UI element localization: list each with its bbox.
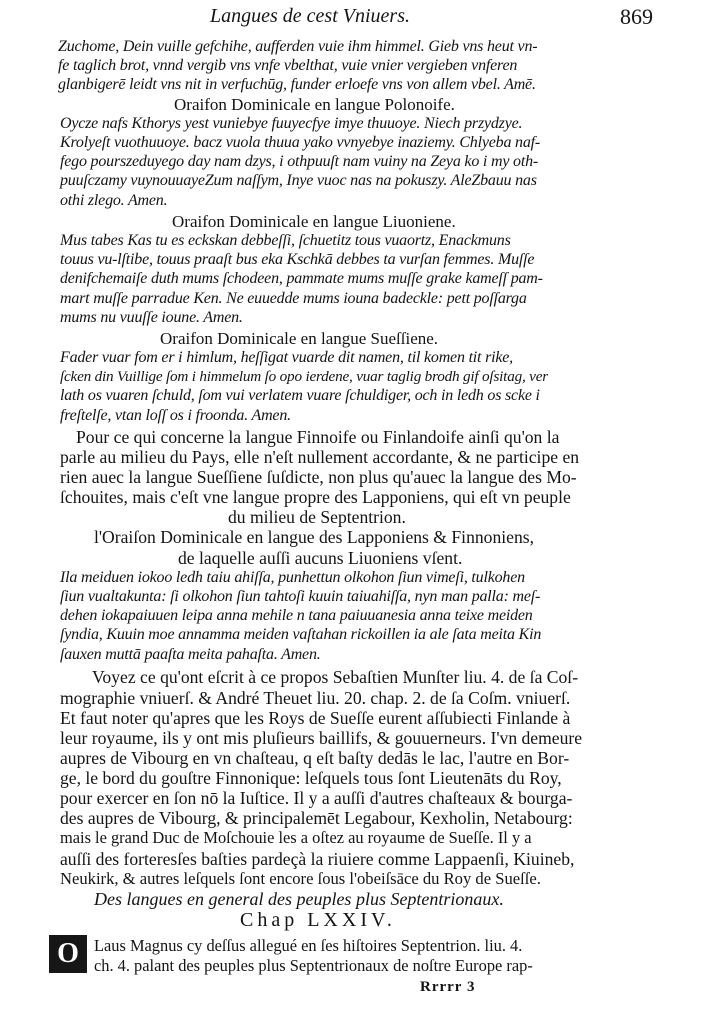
signature-mark: Rrrrr 3: [420, 979, 476, 995]
text-line: mums nu vuuſſe ioune. Amen.: [60, 309, 243, 326]
text-line: leur royaume, ils y ont mis pluſieurs baillifs, & gouuerneurs. I'vn demeure: [60, 728, 583, 748]
text-line: Ila meiduen iokoo ledh taiu ahiſſa, punhettun olkohon ſiun vimeſi, tulkohen: [60, 569, 525, 586]
text-line: ch. 4. palant des peuples plus Septentrionaux de noſtre Europe rap-: [94, 956, 533, 975]
text-line: dehen iokapaiuuen leipa anna mehile n tana paiuuanesia anna teixe meiden: [60, 607, 533, 624]
text-line: lath os vuaren ſchuld, ſom vui verlatem vuare ſchuldiger, och in ledh os scke i: [60, 387, 540, 404]
page-number: 869: [620, 4, 653, 29]
text-line: mais le grand Duc de Moſchouie les a oſtez au royaume de Sueſſe. Il y a: [60, 828, 532, 847]
heading-swedish: Oraifon Dominicale en langue Sueſſiene.: [160, 329, 439, 348]
text-line: Zuchome, Dein vuille gefchihe, aufferden vuie ihm himmel. Gieb vns heut vn-: [58, 38, 538, 55]
drop-cap-letter: O: [57, 938, 79, 969]
text-line: Pour ce qui concerne la langue Finnoife ou Finlandoife ainſi qu'on la: [76, 427, 560, 447]
text-line: Neukirk, & autres leſquels ſont encore ſous l'obeiſsāce du Roy de Sueſſe.: [60, 869, 541, 888]
text-line: glanbigerē leidt vns nit in verfuchūg, funder erloefe vns von allem vbel. Amē.: [58, 76, 536, 93]
text-line: Voyez ce qu'ont eſcrit à ce propos Sebaſtien Munſter liu. 4. de ſa Coſ-: [92, 667, 579, 687]
text-line: parle au milieu du Pays, elle n'eſt nullement accordante, & ne participe en: [60, 447, 580, 467]
text-line: Mus tabes Kas tu es eckskan debbeſſi, ſchuetitz tous vuaortz, Enackmuns: [60, 232, 511, 249]
text-line: du milieu de Septentrion.: [228, 507, 406, 527]
text-line: touus vu-lſtibe, touus praaſt bus eka Kschkā debbes ta vurſan femmes. Muſſe: [60, 251, 535, 268]
heading-polish: Oraifon Dominicale en langue Polonoife.: [174, 95, 455, 114]
text-line: Fader vuar fom er i himlum, heſſigat vuarde dit namen, til komen tit rike,: [60, 349, 513, 366]
heading-lappish: l'Oraiſon Dominicale en langue des Lapponiens & Finnoniens,: [94, 527, 534, 547]
text-line: ge, le bord du gouſtre Finnonique: leſquels tous ſont Lieutenāts du Roy,: [60, 768, 562, 788]
text-line: aupres de Vibourg en vn chaſteau, q eſt baſty dedās le lac, l'autre en Bor-: [60, 748, 570, 768]
heading-lappish-sub: de laquelle auſſi aucuns Liuoniens vſent.: [178, 548, 463, 568]
text-line: des aupres de Vibourg, & principalemēt Legabour, Kexholin, Netabourg:: [60, 808, 573, 828]
text-line: ſauxen muttā paaſta meita pahaſta. Amen.: [60, 646, 321, 663]
text-line: Krolyeſt vuothuuoye. bacz vuola thuua yako vvnyebye inaziemy. Chlyeba naf-: [60, 134, 541, 151]
text-line: fego pourszeduyego day nam dzys, i othpuuſt nam vuiny na Zeya ko i my oth-: [60, 153, 539, 170]
text-line: Oycze nafs Kthorys yest vuniebye fuuyecfye imye thuuoye. Niech przydzye.: [60, 115, 523, 132]
text-line: ſyndia, Kuuin moe annamma meiden vaſtahan rickoillen ia ale ſata meita Kin: [60, 626, 542, 643]
section-title: Des langues en general des peuples plus Septentrionaux.: [94, 889, 504, 909]
text-line: othi zlego. Amen.: [60, 192, 168, 209]
text-line: ſcken din Vuillige ſom i himmelum ſo opo ierdene, vuar taglig brodh gif oſsitag, ver: [60, 368, 548, 385]
text-line: freſtelſe, vtan loſſ os i froonda. Amen.: [60, 407, 291, 424]
text-line: mart muſſe parradue Ken. Ne euuedde mums iouna badeckle: pett poſſarga: [60, 290, 527, 307]
text-line: denifchemaiſe duth mums ſchodeen, pammate mums muſſe grake kameſſ pam-: [60, 270, 543, 287]
chapter-heading: Chap LXXIV.: [240, 909, 396, 931]
heading-livonian: Oraifon Dominicale en langue Liuoniene.: [172, 212, 456, 231]
running-title: Langues de cest Vniuers.: [210, 5, 410, 27]
text-line: Laus Magnus cy deſſus allegué en ſes hiſtoires Septentrion. liu. 4.: [94, 936, 523, 955]
text-line: pour exercer en ſon nō la Iuſtice. Il y a auſſi d'autres chaſteaux & bourga-: [60, 788, 573, 808]
text-line: rien auec la langue Sueſſiene ſuſdicte, non plus qu'auec la langue des Mo-: [60, 467, 577, 487]
text-line: Et faut noter qu'apres que les Roys de Sueſſe eurent aſſubiecti Finlande à: [60, 708, 571, 728]
text-line: mographie vniuerſ. & André Theuet liu. 20. chap. 2. de ſa Coſm. vniuerſ.: [60, 688, 571, 708]
text-line: auſſi des forteresſes baſties pardeçà la riuiere comme Lappaenſi, Kiuineb,: [60, 849, 575, 869]
text-line: ſiun vualtakunta: ſi olkohon ſiun tahtoſi kuuin taiuahiſſa, nyn man palla: meſ-: [60, 588, 541, 605]
text-line: fe taglich brot, vnnd vergib vns vnfe vbelthat, vuie vnier vergieben vnferen: [58, 57, 518, 74]
text-line: ſchouites, mais c'eſt vne langue propre des Lapponiens, qui eſt vn peuple: [60, 487, 571, 507]
text-line: puuſczamy vuynouuayeZum naſſym, Inye vuoc nas na pokuszy. AleZbauu nas: [60, 172, 537, 189]
drop-cap-ornament: [49, 935, 87, 973]
